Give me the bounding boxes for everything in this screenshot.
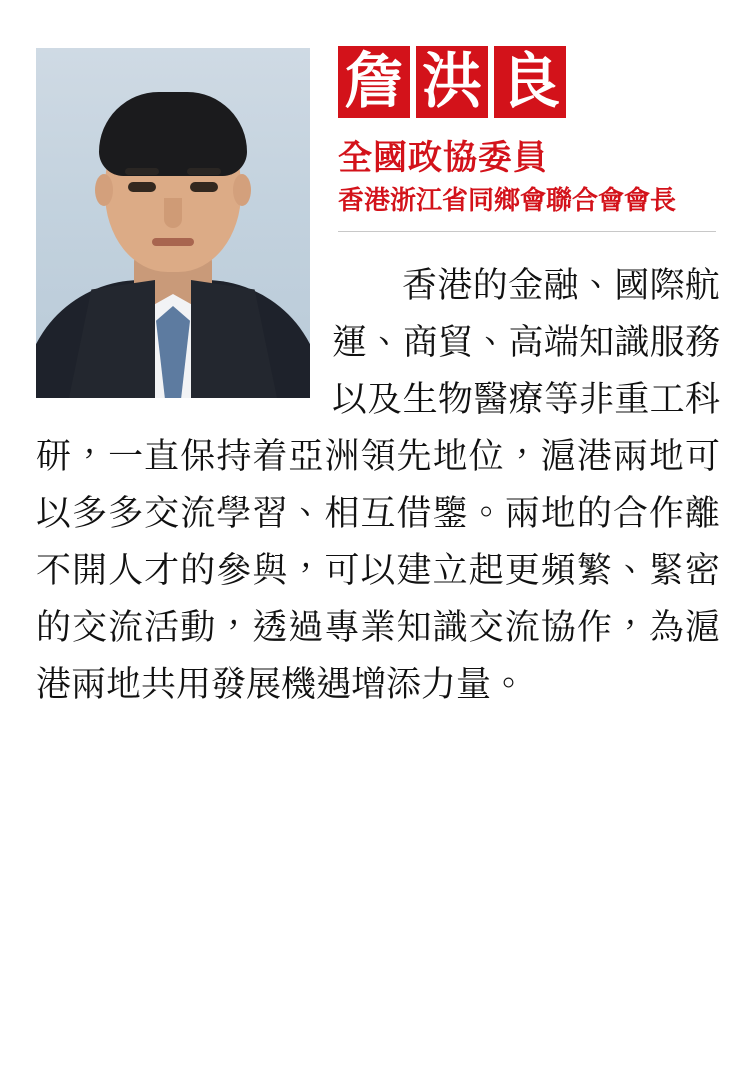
quote-text: 香港的金融、國際航運、商貿、高端知識服務以及生物醫療等非重工科研，一直保持着亞洲領先地位，滬港兩地可以多多交流學習、相互借鑒。兩地的合作離不開人才的參與，可以建立起更頻繁、緊密的交流活動，透過專業知識交流協作，為滬港兩地共用發展機遇增添力量。 (36, 266, 720, 705)
portrait-ear-left (95, 174, 113, 206)
portrait-eye-left (128, 182, 156, 192)
quote-section (36, 258, 720, 714)
portrait-nose (164, 198, 182, 228)
portrait-text-wrap-spacer (36, 258, 332, 423)
portrait-mouth (152, 238, 194, 246)
name-char-2: 洪 (416, 46, 488, 118)
heading-column (338, 46, 716, 232)
portrait-hair (99, 92, 247, 176)
person-title-secondary: 香港浙江省同鄉會聯合會會長 (338, 186, 677, 217)
portrait-eyebrow-right (187, 168, 221, 175)
portrait-eye-right (190, 182, 218, 192)
person-name (338, 46, 716, 118)
person-title-primary: 全國政協委員 (338, 138, 548, 178)
portrait-eyebrow-left (125, 168, 159, 175)
name-char-3: 良 (494, 46, 566, 118)
divider (338, 231, 716, 232)
portrait-ear-right (233, 174, 251, 206)
name-char-1: 詹 (338, 46, 410, 118)
